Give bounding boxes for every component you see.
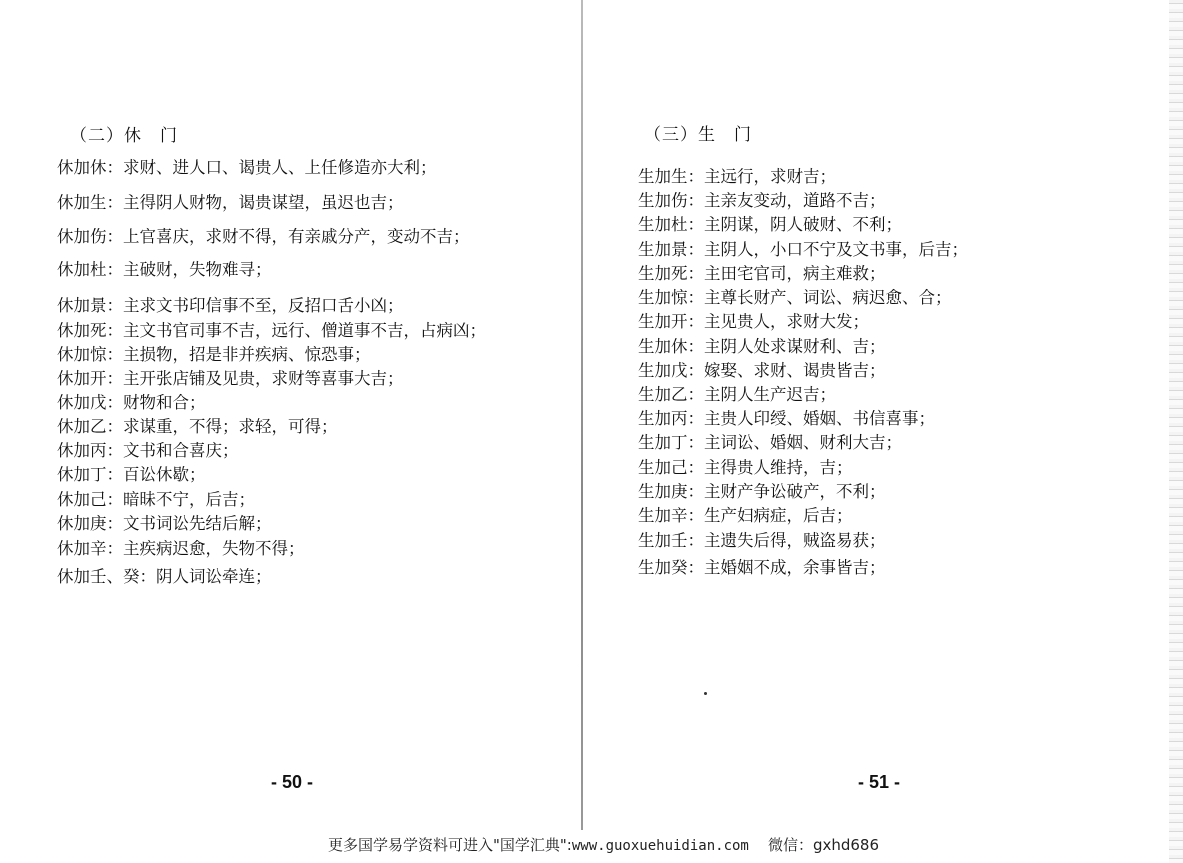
entry: 生加癸：主婚姻不成，余事皆吉； bbox=[638, 558, 886, 577]
entry: 生加辛：生产妇病症，后吉； bbox=[638, 506, 853, 525]
entry: 生加丁：主词讼、婚姻、财利大吉； bbox=[638, 433, 902, 452]
scan-speck bbox=[704, 692, 707, 695]
footer-prefix: 更多国学易学资料可进入"国学汇典": bbox=[328, 836, 572, 854]
entry: 生加庚：主财产争讼破产，不利； bbox=[638, 482, 886, 501]
entry: 休加己：暗昧不宁，后吉； bbox=[57, 490, 255, 509]
entry: 生加惊：主尊长财产、词讼、病迟愈、合； bbox=[638, 288, 952, 307]
entry: 休加辛：主疾病迟愈，失物不得； bbox=[57, 539, 305, 558]
page-number: - 51 - bbox=[858, 772, 901, 792]
entry: 休加死：主文书官司事不吉，远行、僧道事不吉，占病凶； bbox=[57, 321, 486, 340]
entry: 生加休：主阴人处求谋财利、吉； bbox=[638, 337, 886, 356]
entry: 生加景：主阴人，小口不宁及文书事，后吉； bbox=[638, 240, 968, 259]
left-page bbox=[0, 0, 582, 863]
right-page bbox=[584, 0, 1183, 863]
entry: 休加开：主开张店铺及见贵，求财等喜事大吉； bbox=[57, 369, 404, 388]
footer-wechat: 微信：gxhd686 bbox=[767, 836, 880, 854]
entry: 休加戊：财物和合； bbox=[57, 393, 206, 412]
footer-url[interactable]: www.guoxuehuidian.com bbox=[571, 838, 749, 854]
entry: 生加死：主田宅官司，病主难救； bbox=[638, 264, 886, 283]
entry: 休加休：求财、进人口、谒贵人、上任修造亦大利； bbox=[57, 158, 437, 177]
entry: 休加乙：求谋重，不得；求轻，可得； bbox=[57, 417, 338, 436]
entry: 休加庚：文书词讼先结后解； bbox=[57, 514, 272, 533]
entry: 生加杜：主阴谋，阴人破财、不利； bbox=[638, 215, 902, 234]
entry: 休加杜：主破财，失物难寻； bbox=[57, 260, 272, 279]
entry: 生加乙：主阴人生产迟吉； bbox=[638, 385, 836, 404]
entry: 休加伤：上官喜庆，求财不得，有亲戚分产，变动不吉； bbox=[57, 227, 470, 246]
entry: 生加丙：主贵人印绶、婚姻、书信喜事； bbox=[638, 409, 935, 428]
footer-watermark bbox=[328, 834, 879, 855]
entry: 休加壬、癸：阴人词讼牵连； bbox=[57, 567, 272, 586]
section-title: （三）生 门 bbox=[644, 125, 752, 145]
entry: 休加丁：百讼休歇； bbox=[57, 465, 206, 484]
entry: 生加戊：嫁娶、求财、谒贵皆吉； bbox=[638, 361, 886, 380]
entry: 休加惊：主损物，招是非并疾病、惊恐事； bbox=[57, 345, 371, 364]
entry: 休加丙：文书和合喜庆； bbox=[57, 441, 239, 460]
entry: 生加开：主见贵人，求财大发； bbox=[638, 312, 869, 331]
entry: 生加己：主得贵人维持，吉； bbox=[638, 458, 853, 477]
entry: 生加生：主远行，求财吉； bbox=[638, 167, 836, 186]
section-title: （二）休 门 bbox=[70, 126, 178, 146]
entry: 休加景：主求文书印信事不至，反招口舌小凶； bbox=[57, 296, 404, 315]
entry: 生加壬：主遗失后得，贼盗易获； bbox=[638, 531, 886, 550]
entry: 休加生：主得阴人财物，谒贵谋望，虽迟也吉； bbox=[57, 193, 404, 212]
page-number: - 50 - bbox=[271, 772, 314, 792]
entry: 生加伤：主亲友变动，道路不吉； bbox=[638, 191, 886, 210]
